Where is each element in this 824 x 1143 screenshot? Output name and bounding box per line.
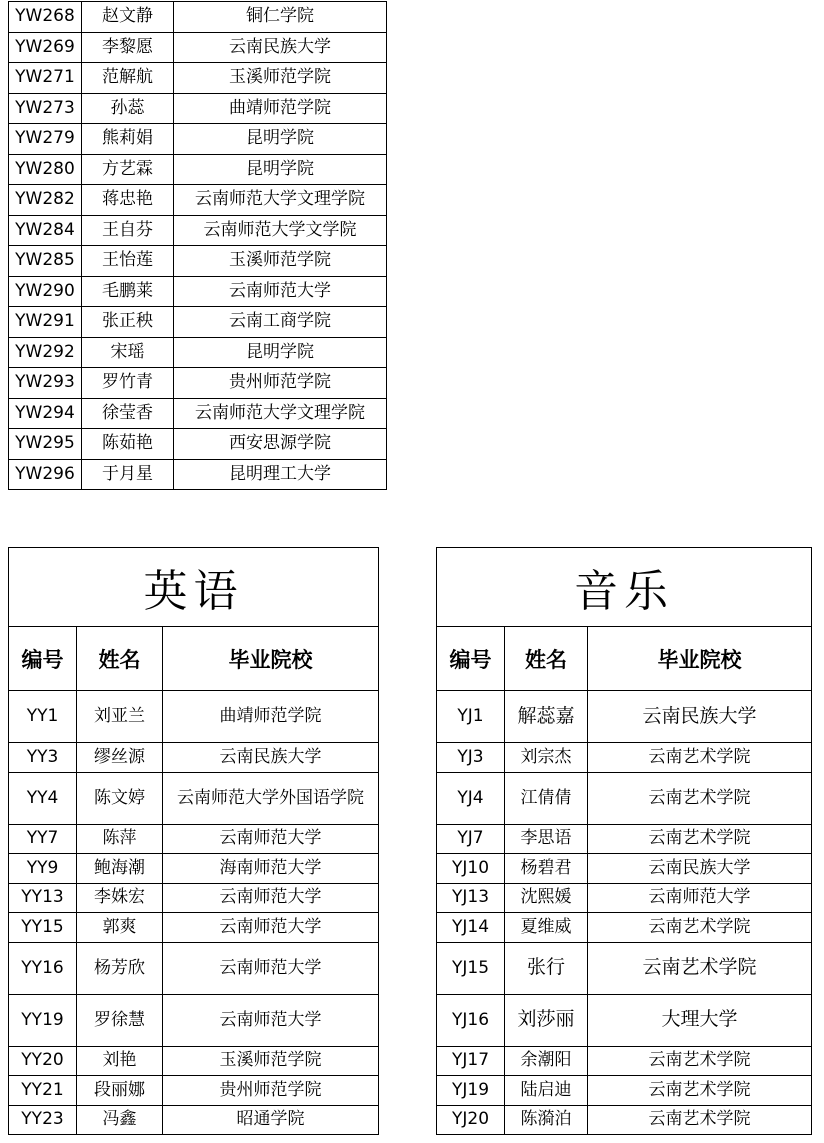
music-cell-id (437, 913, 505, 943)
table-row (9, 994, 379, 1046)
yuwen-id-text: YW280 (15, 158, 75, 179)
yuwen-cell-id (9, 368, 82, 399)
english-id-text: YY3 (26, 746, 59, 767)
table-row (9, 1046, 379, 1076)
music-cell-id (437, 994, 505, 1046)
table-row (437, 824, 812, 854)
music-id-text: YJ1 (457, 706, 484, 727)
table-row (9, 154, 387, 185)
english-cell-name (77, 913, 163, 943)
english-school-text: 曲靖师范学院 (219, 706, 322, 727)
music-school-text: 云南艺术学院 (648, 1109, 751, 1130)
table-row (437, 883, 812, 913)
yuwen-table-body (9, 2, 387, 490)
english-title: 英语 (9, 548, 379, 627)
english-school-text: 云南民族大学 (219, 746, 322, 767)
english-cell-school (163, 1076, 379, 1106)
english-name-text: 冯鑫 (102, 1109, 137, 1130)
yuwen-name-text: 方艺霖 (102, 158, 153, 179)
yuwen-id-text: YW284 (15, 219, 75, 240)
music-cell-name (505, 913, 588, 943)
yuwen-school-text: 曲靖师范学院 (229, 97, 331, 118)
music-name-text: 李思语 (520, 828, 572, 849)
yuwen-id-text: YW291 (15, 311, 75, 332)
table-row (437, 1076, 812, 1106)
table-row (9, 459, 387, 490)
music-id-text: YJ7 (457, 828, 484, 849)
english-cell-id (9, 883, 77, 913)
music-cell-school (588, 691, 812, 743)
yuwen-table (8, 1, 387, 490)
yuwen-name-text: 罗竹青 (102, 372, 153, 393)
yuwen-name-text: 徐莹香 (102, 402, 153, 423)
english-cell-name (77, 824, 163, 854)
english-cell-id (9, 1076, 77, 1106)
music-header-school: 毕业院校 (588, 627, 812, 691)
music-table-body (437, 691, 812, 1135)
english-id-text: YY20 (21, 1050, 64, 1071)
music-name-text: 陈漪泊 (520, 1109, 572, 1130)
english-header-school: 毕业院校 (163, 627, 379, 691)
yuwen-school-text: 昆明学院 (246, 341, 314, 362)
music-cell-id (437, 824, 505, 854)
music-cell-id (437, 854, 505, 884)
yuwen-name-text: 熊莉娟 (102, 128, 153, 149)
english-id-text: YY9 (26, 857, 59, 878)
table-row (9, 429, 387, 460)
english-school-text: 云南师范大学外国语学院 (177, 787, 365, 808)
yuwen-cell-name (82, 154, 174, 185)
yuwen-name-text: 陈茹艳 (102, 433, 153, 454)
music-cell-school (588, 994, 812, 1046)
music-cell-id (437, 942, 505, 994)
english-school-text: 云南师范大学 (219, 1009, 322, 1030)
yuwen-cell-name (82, 32, 174, 63)
yuwen-school-text: 云南民族大学 (229, 36, 331, 57)
table-row (437, 854, 812, 884)
music-cell-name (505, 942, 588, 994)
yuwen-cell-school (174, 124, 387, 155)
table-row (9, 93, 387, 124)
yuwen-school-text: 西安思源学院 (229, 433, 331, 454)
table-row (9, 691, 379, 743)
english-header-name: 姓名 (77, 627, 163, 691)
english-cell-id (9, 743, 77, 773)
table-row (9, 942, 379, 994)
english-cell-school (163, 824, 379, 854)
yuwen-id-text: YW290 (15, 280, 75, 301)
english-school-text: 云南师范大学 (219, 887, 322, 908)
english-cell-name (77, 1105, 163, 1135)
music-cell-id (437, 1046, 505, 1076)
yuwen-cell-school (174, 276, 387, 307)
english-school-text: 云南师范大学 (219, 916, 322, 937)
english-id-text: YY21 (21, 1079, 64, 1100)
music-cell-school (588, 883, 812, 913)
yuwen-name-text: 赵文静 (102, 6, 153, 27)
yuwen-cell-name (82, 2, 174, 33)
yuwen-cell-name (82, 124, 174, 155)
yuwen-school-text: 云南师范大学 (229, 280, 331, 301)
yuwen-cell-name (82, 276, 174, 307)
music-cell-id (437, 1105, 505, 1135)
yuwen-cell-name (82, 337, 174, 368)
english-id-text: YY4 (26, 787, 59, 808)
english-cell-school (163, 883, 379, 913)
music-cell-id (437, 883, 505, 913)
table-row (9, 2, 387, 33)
yuwen-cell-school (174, 32, 387, 63)
yuwen-cell-name (82, 63, 174, 94)
yuwen-cell-id (9, 93, 82, 124)
music-school-text: 云南艺术学院 (648, 1079, 751, 1100)
english-school-text: 玉溪师范学院 (219, 1050, 322, 1071)
yuwen-cell-id (9, 2, 82, 33)
yuwen-cell-id (9, 246, 82, 277)
english-cell-school (163, 942, 379, 994)
music-school-text: 云南民族大学 (648, 857, 751, 878)
table-row (437, 772, 812, 824)
yuwen-id-text: YW271 (15, 67, 75, 88)
english-cell-id (9, 1105, 77, 1135)
yuwen-cell-name (82, 307, 174, 338)
english-cell-id (9, 1046, 77, 1076)
yuwen-cell-id (9, 398, 82, 429)
yuwen-school-text: 昆明理工大学 (229, 463, 331, 484)
music-id-text: YJ16 (451, 1009, 490, 1030)
yuwen-cell-school (174, 337, 387, 368)
english-cell-name (77, 942, 163, 994)
english-cell-school (163, 1046, 379, 1076)
english-school-text: 贵州师范学院 (219, 1079, 322, 1100)
english-table-body (9, 691, 379, 1135)
english-cell-id (9, 691, 77, 743)
yuwen-name-text: 范解航 (102, 67, 153, 88)
yuwen-school-text: 云南工商学院 (229, 311, 331, 332)
yuwen-id-text: YW293 (15, 372, 75, 393)
yuwen-cell-name (82, 459, 174, 490)
music-cell-school (588, 854, 812, 884)
yuwen-id-text: YW269 (15, 36, 75, 57)
english-cell-school (163, 994, 379, 1046)
music-id-text: YJ13 (451, 887, 490, 908)
music-id-text: YJ19 (451, 1079, 490, 1100)
yuwen-cell-school (174, 307, 387, 338)
table-row (9, 185, 387, 216)
yuwen-school-text: 云南师范大学文理学院 (195, 189, 365, 210)
table-row (437, 994, 812, 1046)
music-cell-name (505, 854, 588, 884)
yuwen-cell-school (174, 63, 387, 94)
table-row (9, 913, 379, 943)
yuwen-id-text: YW294 (15, 402, 75, 423)
english-id-text: YY15 (21, 916, 64, 937)
music-name-text: 沈熙媛 (520, 887, 572, 908)
music-cell-school (588, 824, 812, 854)
music-cell-id (437, 772, 505, 824)
yuwen-cell-name (82, 368, 174, 399)
music-cell-name (505, 994, 588, 1046)
music-name-text: 杨碧君 (520, 857, 572, 878)
table-row (9, 124, 387, 155)
table-row (437, 743, 812, 773)
english-cell-school (163, 913, 379, 943)
yuwen-cell-name (82, 429, 174, 460)
yuwen-cell-id (9, 276, 82, 307)
music-header-name: 姓名 (505, 627, 588, 691)
music-title: 音乐 (437, 548, 812, 627)
english-name-text: 罗徐慧 (94, 1009, 145, 1030)
english-cell-name (77, 854, 163, 884)
yuwen-cell-school (174, 246, 387, 277)
music-cell-school (588, 1076, 812, 1106)
music-cell-name (505, 772, 588, 824)
music-cell-school (588, 1046, 812, 1076)
english-cell-id (9, 994, 77, 1046)
english-cell-name (77, 743, 163, 773)
english-header-id: 编号 (9, 627, 77, 691)
music-id-text: YJ3 (457, 746, 484, 767)
english-school-text: 海南师范大学 (219, 857, 322, 878)
music-name-text: 刘莎丽 (517, 1008, 575, 1031)
yuwen-cell-name (82, 185, 174, 216)
yuwen-cell-id (9, 337, 82, 368)
table-row (437, 1105, 812, 1135)
english-id-text: YY13 (21, 887, 64, 908)
music-name-text: 夏维威 (520, 916, 572, 937)
music-school-text: 大理大学 (661, 1008, 738, 1031)
music-table (436, 547, 812, 1135)
music-cell-name (505, 824, 588, 854)
music-school-text: 云南艺术学院 (648, 746, 751, 767)
yuwen-cell-id (9, 307, 82, 338)
yuwen-name-text: 张正秧 (102, 311, 153, 332)
table-row (437, 1046, 812, 1076)
yuwen-school-text: 昆明学院 (246, 158, 314, 179)
music-cell-id (437, 691, 505, 743)
music-id-text: YJ4 (457, 787, 484, 808)
music-school-text: 云南师范大学 (648, 887, 751, 908)
yuwen-cell-id (9, 185, 82, 216)
music-name-text: 刘宗杰 (520, 746, 572, 767)
english-cell-name (77, 994, 163, 1046)
yuwen-cell-school (174, 459, 387, 490)
music-cell-id (437, 1076, 505, 1106)
english-name-text: 陈萍 (102, 828, 137, 849)
yuwen-school-text: 云南师范大学文理学院 (195, 402, 365, 423)
music-id-text: YJ15 (451, 957, 490, 978)
english-cell-name (77, 883, 163, 913)
table-row (9, 1105, 379, 1135)
music-name-text: 江倩倩 (520, 787, 572, 808)
music-id-text: YJ10 (451, 857, 490, 878)
yuwen-cell-school (174, 215, 387, 246)
english-id-text: YY23 (21, 1109, 64, 1130)
yuwen-cell-school (174, 398, 387, 429)
table-row (9, 883, 379, 913)
english-name-text: 缪丝源 (94, 746, 145, 767)
yuwen-cell-school (174, 185, 387, 216)
yuwen-id-text: YW296 (15, 463, 75, 484)
table-row (437, 691, 812, 743)
yuwen-name-text: 于月星 (102, 463, 153, 484)
music-cell-school (588, 913, 812, 943)
table-row (9, 215, 387, 246)
music-cell-name (505, 883, 588, 913)
music-name-text: 解蕊嘉 (517, 704, 575, 727)
table-row (9, 337, 387, 368)
music-cell-school (588, 772, 812, 824)
english-cell-id (9, 854, 77, 884)
yuwen-cell-school (174, 93, 387, 124)
yuwen-name-text: 王自芬 (102, 219, 153, 240)
yuwen-name-text: 宋瑶 (110, 341, 145, 362)
yuwen-cell-name (82, 398, 174, 429)
yuwen-cell-id (9, 32, 82, 63)
english-cell-school (163, 854, 379, 884)
english-cell-school (163, 1105, 379, 1135)
english-cell-name (77, 772, 163, 824)
music-name-text: 陆启迪 (520, 1079, 572, 1100)
english-name-text: 鲍海潮 (94, 857, 145, 878)
english-id-text: YY1 (26, 706, 59, 727)
yuwen-cell-id (9, 154, 82, 185)
yuwen-cell-name (82, 215, 174, 246)
english-name-text: 陈文婷 (94, 787, 145, 808)
music-id-text: YJ17 (451, 1050, 490, 1071)
music-school-text: 云南艺术学院 (648, 787, 751, 808)
english-header-row (9, 627, 379, 691)
table-row (9, 32, 387, 63)
yuwen-cell-name (82, 246, 174, 277)
english-id-text: YY19 (21, 1009, 64, 1030)
music-cell-school (588, 1105, 812, 1135)
music-cell-school (588, 743, 812, 773)
yuwen-cell-school (174, 429, 387, 460)
english-school-text: 云南师范大学 (219, 957, 322, 978)
table-row (9, 743, 379, 773)
english-id-text: YY16 (21, 957, 64, 978)
yuwen-cell-school (174, 2, 387, 33)
table-row (9, 246, 387, 277)
english-cell-id (9, 772, 77, 824)
english-name-text: 刘艳 (102, 1050, 137, 1071)
yuwen-cell-id (9, 124, 82, 155)
music-name-text: 张行 (526, 956, 565, 979)
table-row (437, 913, 812, 943)
table-row (9, 307, 387, 338)
music-cell-name (505, 691, 588, 743)
music-cell-name (505, 1076, 588, 1106)
music-title-row (437, 548, 812, 627)
table-row (9, 398, 387, 429)
yuwen-name-text: 李黎愿 (102, 36, 153, 57)
music-school-text: 云南民族大学 (642, 704, 757, 727)
english-name-text: 李姝宏 (94, 887, 145, 908)
yuwen-name-text: 孙蕊 (110, 97, 145, 118)
table-row (9, 772, 379, 824)
music-school-text: 云南艺术学院 (648, 1050, 751, 1071)
english-title-row (9, 548, 379, 627)
yuwen-cell-name (82, 93, 174, 124)
music-id-text: YJ14 (451, 916, 490, 937)
english-school-text: 云南师范大学 (219, 828, 322, 849)
english-name-text: 段丽娜 (94, 1079, 145, 1100)
yuwen-id-text: YW295 (15, 433, 75, 454)
yuwen-cell-id (9, 429, 82, 460)
yuwen-name-text: 毛鹏莱 (102, 280, 153, 301)
yuwen-name-text: 王怡莲 (102, 250, 153, 271)
music-cell-name (505, 1046, 588, 1076)
english-table (8, 547, 379, 1135)
music-header-id: 编号 (437, 627, 505, 691)
yuwen-cell-id (9, 459, 82, 490)
table-row (9, 854, 379, 884)
yuwen-school-text: 贵州师范学院 (229, 372, 331, 393)
english-id-text: YY7 (26, 828, 59, 849)
table-row (9, 276, 387, 307)
english-cell-name (77, 691, 163, 743)
yuwen-id-text: YW292 (15, 341, 75, 362)
table-row (9, 1076, 379, 1106)
music-cell-id (437, 743, 505, 773)
yuwen-id-text: YW273 (15, 97, 75, 118)
yuwen-school-text: 玉溪师范学院 (229, 250, 331, 271)
yuwen-name-text: 蒋忠艳 (102, 189, 153, 210)
music-school-text: 云南艺术学院 (642, 956, 757, 979)
english-name-text: 郭爽 (102, 916, 137, 937)
english-cell-id (9, 824, 77, 854)
english-cell-id (9, 942, 77, 994)
english-cell-school (163, 772, 379, 824)
table-row (9, 368, 387, 399)
music-cell-name (505, 743, 588, 773)
yuwen-cell-school (174, 154, 387, 185)
english-cell-school (163, 743, 379, 773)
yuwen-id-text: YW268 (15, 6, 75, 27)
english-school-text: 昭通学院 (236, 1109, 305, 1130)
table-row (9, 824, 379, 854)
music-name-text: 余潮阳 (520, 1050, 572, 1071)
yuwen-cell-id (9, 63, 82, 94)
yuwen-id-text: YW279 (15, 128, 75, 149)
music-id-text: YJ20 (451, 1109, 490, 1130)
music-header-row (437, 627, 812, 691)
english-name-text: 杨芳欣 (94, 957, 145, 978)
yuwen-school-text: 昆明学院 (246, 128, 314, 149)
english-cell-school (163, 691, 379, 743)
yuwen-cell-id (9, 215, 82, 246)
english-cell-name (77, 1076, 163, 1106)
yuwen-school-text: 玉溪师范学院 (229, 67, 331, 88)
table-row (437, 942, 812, 994)
music-cell-school (588, 942, 812, 994)
english-cell-name (77, 1046, 163, 1076)
music-school-text: 云南艺术学院 (648, 828, 751, 849)
yuwen-school-text: 铜仁学院 (246, 6, 314, 27)
yuwen-id-text: YW285 (15, 250, 75, 271)
music-cell-name (505, 1105, 588, 1135)
music-school-text: 云南艺术学院 (648, 916, 751, 937)
yuwen-school-text: 云南师范大学文学院 (203, 219, 357, 240)
table-row (9, 63, 387, 94)
yuwen-id-text: YW282 (15, 189, 75, 210)
english-name-text: 刘亚兰 (94, 706, 145, 727)
yuwen-cell-school (174, 368, 387, 399)
english-cell-id (9, 913, 77, 943)
